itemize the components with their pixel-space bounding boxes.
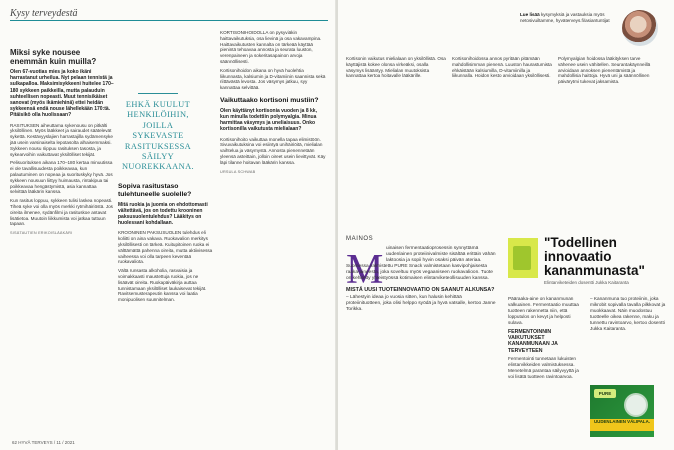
expert-caption-text: kysymyksiä ja vastauksia myös netosivuiltamme, hyväterveys.fi/asiantuntijat	[520, 12, 610, 23]
ad-label: MAINOS	[346, 236, 374, 242]
right-column-2	[452, 56, 552, 228]
left-page	[0, 0, 336, 450]
answer-paragraph: Kun rasitus loppuu, sykkeen tulisi laskea nopeasti. Tiheä syke voi olla myös merkki rytmihäiriöstä. Jos oireita ilmenee, sydänfilmi ja rasituskoe antavat lisätietoa. Muutoin liikkumista voi jatkaa tuttuun tapaan.	[10, 198, 113, 227]
ad1-text	[346, 246, 496, 313]
left-column-1	[10, 48, 114, 434]
column-paragraph: Kortisonihoidon aikana on hyvä huolehtia liikunnasta, kalsiumin ja D-vitamiinin saannista sekä riittävästä levosta. Jos väsymys jatkuu, syy kannattaa selvittää.	[220, 67, 326, 91]
ad1-body2: – Lähestyin ideaa jo vuosia sitten, kun halusin kehittää proteiinituotteen, joka olisi helppo syödä ja hyvä vatsalle, kertoo Janne Torikka.	[346, 294, 496, 313]
right-column-1	[346, 56, 446, 228]
column-paragraph: Kortisonin vaikutus mielialaan on yksilöllistä. Osa käyttäjistä kokee olonsa virkeäksi, osalla väsymys lisääntyy. Mielialan muutoksista kannattaa kertoa hoitavalle lääkärille.	[346, 56, 446, 79]
right-column-3	[558, 56, 658, 228]
second-question-lead: Mitä ruokia ja juomia on ehdottomasti vältettävä, jos on todettu krooninen paksusuolentulehdus? Lääkitys on huolessani kohdallaan.	[118, 201, 208, 227]
answer-paragraph: RASITUKSEN aiheuttama sykenousu on pitkälti yksilöllinen. Myös lääkkeet ja sairaudet säätelevät sykettä. Kestävyyslajien harrastajilla sydämensyke jää usein varsinaiselta lepotasolta alhaisemmaksi. Sykkeen nousu riippuu rasituksen tasosta, ja sykearvoihin vaikuttavat yksilölliset tekijät.	[10, 122, 113, 157]
ad1-head: MISTÄ UUSI TUOTEINNOVAATIO ON SAANUT ALKUNSA?	[346, 286, 495, 293]
expert-caption-name: Lue lisää	[520, 12, 540, 17]
ad2-body2: Fermentointi tunnetaan lukuisten elintarvikkeiden valmistuksessa. Menetelmä parantaa säilyvyyttä ja voi lisätä tuotteen ravintoarvoa.	[508, 355, 579, 379]
second-answer-paragraph: Vältä runsasta alkoholia, rasvaisia ja voimakkaasti maustettuja ruokia, jos ne lisäävät oireita. Ruokapäiväkirja auttaa tunnistamaan yksilölliset laukaisevat tekijät. Ravitsemusterapeutin kanssa voi laatia monipuolisen suunnitelman.	[118, 268, 207, 303]
ad2-column-2	[590, 296, 668, 332]
product-cup-icon	[624, 393, 648, 417]
product-banner: UUDENLAINEN VÄLIPALA.	[590, 419, 654, 431]
column-paragraph: Kortisonihoidossa annos pyritään pitämään mahdollisimman pienenä. Luuston haurastumista ehkäistään kalsiumilla, D-vitamiinilla ja liikunnalla. Hoidon kesto arvioidaan yksilöllisesti.	[452, 56, 552, 79]
left-column-2	[118, 180, 214, 436]
ad2-column-1	[508, 296, 586, 380]
pull-quote-text: EHKÄ KUULUT HENKILÖIHIN, JOILLA SYKEVASTE RASITUKSESSA SÄILYY NUOREKKAANA.	[121, 100, 195, 172]
expert-caption	[520, 12, 620, 24]
product-pack	[590, 385, 654, 437]
pull-quote	[118, 93, 198, 173]
section-rule	[10, 20, 328, 21]
third-question-title: Vaikuttaako kortisoni mustiin?	[220, 96, 319, 104]
answer-paragraph: Pelisuorituksen aikana 170–180 kertaa minuutissa ei ole tavallisuudesta poikkeavaa, kun palautuminen on nopeaa ja suorituskyky hyvä. Jos sykkeen nousuun liittyy huimausta, rintakipua tai poikkeavaa hengästymistä, asia kannattaa selvittää lääkärin kanssa.	[10, 160, 113, 195]
page-folio: 62 HYVÄ TERVEYS / 11 / 2021	[12, 440, 75, 445]
column-paragraph: Polymyalgian hoidossa lääkityksen tarve vähenee usein vähitellen. Seurantakäynneillä arvioidaan annoksen pienentämistä ja mahdollisia haittoja. Hyvä uni ja säännöllinen päivärytmi tukevat jaksamista.	[558, 56, 651, 85]
ad1-intro: uinaisen fermentaatioprosessin synnyttämä uudenlainen proteiinivalmiste sisältää erittäin vähän laktoosia ja sopii hyvin osaksi päivän ateriaa.	[386, 246, 496, 264]
answer-author: SISÄTAUTIEN ERIKOISLÄÄKÄRI	[10, 231, 73, 236]
expert-portrait	[622, 10, 658, 46]
product-cup-icon	[508, 238, 538, 278]
ad2-header	[508, 236, 668, 296]
left-column-3	[220, 30, 326, 436]
third-question-lead: Olen käyttänyt kortisonia vuoden ja 8 kk, kun minulla todettiin polymyalgia. Minua harmittaa väsymys ja uneliaisuus. Onko kortisonilla vaikutusta mielialaan?	[220, 107, 317, 133]
dropcap: M	[346, 247, 384, 293]
question-title: Miksi syke nousee enemmän kuin muilla?	[10, 48, 97, 66]
ad2-head: FERMENTOINNIN VAIKUTUKSET KANANMUNAAN JA TERVEYTEEN	[508, 329, 558, 354]
ad2-body: Pääraaka-aine on kananmunan valkuainen. Fermentaatio muuttaa tuotteen rakennetta niin, että lopputulos on kevyt ja helposti sulava.	[508, 296, 579, 325]
advertisement-1	[346, 246, 496, 440]
third-byline: URSULA SCHWAB	[220, 169, 256, 174]
question-lead: Olen 67-vuotias mies ja koko ikäni harrastanut urheilua. Nyt pelaan tennistä ja sulkapalloa. Maksimisykkeeni huitelee 170–180 sykkeen paikkeilla, mutta palauduin suhteellisen nopeasti. Muut tennisikäiset sanovat (myös ikämiehinä) ettei heidän sykkeensä endä nouse lähellekään 170:tä. Pitäisikö olla huolissaan?	[10, 69, 114, 119]
second-answer-paragraph: KROONINEN PAKSUSUOLEN tulehdus eli koliitti on aina vakava. Ruokavalion merkitys yksilöllisesti on tärkeä. Kuitupitoinen ruoka ei välttämättä pahenna oireita, mutta aktiivisessa vaiheessa voi olla tarpeen keventää ruokavaliota.	[118, 230, 213, 265]
second-question-title: Sopiva rasitustaso tulehtuneelle suolelle?	[118, 183, 192, 198]
ad1-body: Suomessa valmistettu PURE Snack valmistetaan kasvipohjaisesta raaka-aineesta, joka soveltuu myös vegaaniseen ruokavalioon. Tuote on kehitetty yhteistyössä kotimaisen elintarviketeollisuuden kanssa.	[346, 264, 493, 282]
column-paragraph: KORTISONIHOIDOLLA on pysyviäkin haittavaikutuksia, osa lievinä ja osa vakavampina. Haittavaikutusten kannalta on tärkeää käyttää pienintä tehoavaa annosta ja seurata luuston, verenpaineen ja sokeritasapainon arvoja säännöllisesti.	[220, 30, 322, 64]
pull-quote-rule	[138, 93, 178, 94]
ad2-body3: – Kananmuna tuo proteiinin, joka mikrobit sopivalla tavalla pilkkovat ja muokkaavat. Näin muodostuu tuotteelle oikea rakenne, maku ja tunnettu ravintoarvo, kertoo dosentti Jukka Kaitaranta.	[590, 296, 666, 331]
product-brand: PURE	[594, 389, 616, 398]
ad2-quote: "Todellinen innovaatio kananmunasta"	[544, 235, 645, 278]
third-answer-paragraph: Kortisonihoito vaikuttaa monella tapaa elimistöön. Sivuvaikutuksina voi esiintyä unihäiriöitä, mielialan vaihtelua ja väsymystä. Annosta pienennetään yleensä asteittain, jolloin oireet usein lievittyvät. Käy läpi tilanne hoitavan lääkärin kanssa.	[220, 136, 326, 165]
ad2-subtitle: Elintarviketeiden dosentti Jukka Kaitaranta	[544, 280, 629, 285]
section-label: Kysy terveydestä	[10, 8, 78, 19]
